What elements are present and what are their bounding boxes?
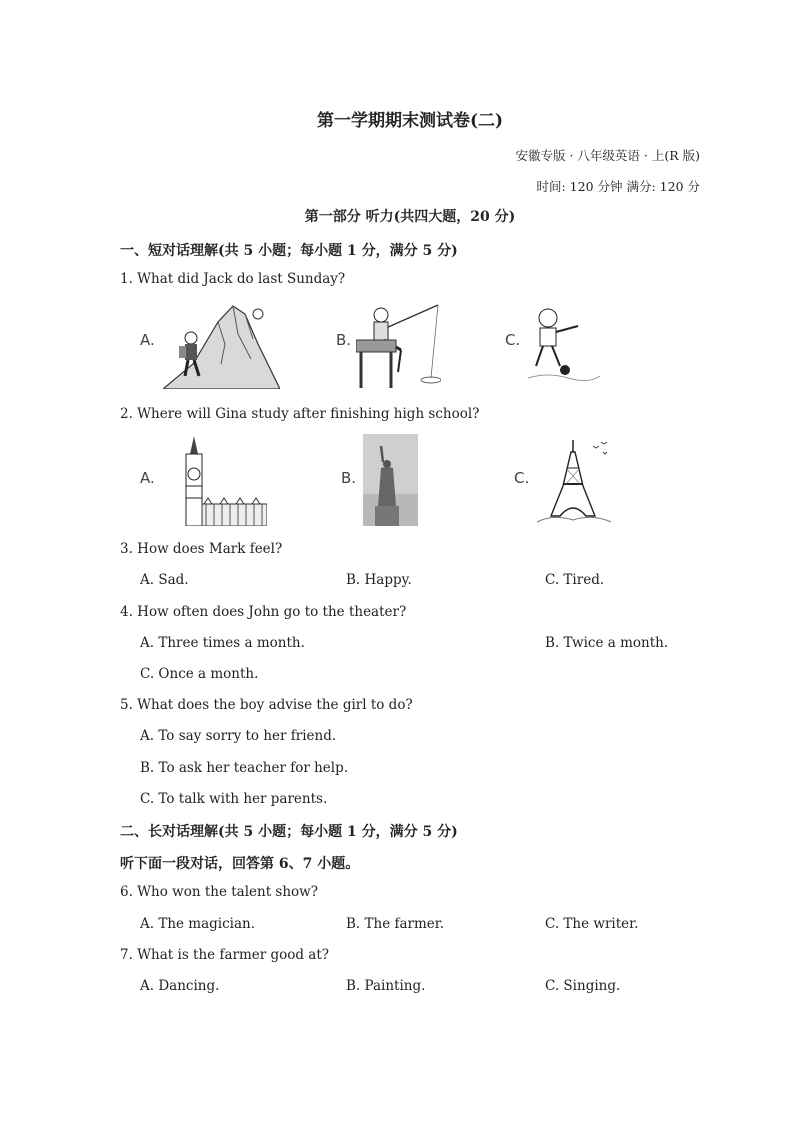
- statue-of-liberty-icon: [363, 434, 418, 526]
- option-a: A. Dancing.: [140, 978, 220, 994]
- option-c: C. Tired.: [545, 572, 605, 588]
- fishing-icon: [356, 300, 441, 388]
- question-2: 2. Where will Gina study after finishing high school?: [120, 406, 480, 422]
- option-label: B.: [336, 331, 352, 349]
- question-1: 1. What did Jack do last Sunday?: [120, 271, 346, 287]
- section-instruction: 听下面一段对话，回答第 6、7 小题。: [120, 856, 360, 872]
- option-c: C. Singing.: [545, 978, 621, 994]
- question-7: 7. What is the farmer good at?: [120, 947, 330, 963]
- option-b: B. The farmer.: [346, 916, 445, 932]
- playing-soccer-icon: [528, 304, 600, 382]
- section-heading: 一、短对话理解(共 5 小题；每小题 1 分，满分 5 分): [120, 243, 458, 259]
- big-ben-icon: [180, 436, 267, 526]
- option-a: A. Three times a month.: [140, 635, 305, 651]
- option-label: B.: [341, 469, 357, 487]
- question-4: 4. How often does John go to the theater?: [120, 604, 407, 620]
- question-6: 6. Who won the talent show?: [120, 884, 318, 900]
- option-a: A. Sad.: [140, 572, 189, 588]
- page-title: 第一学期期末测试卷(二): [316, 111, 504, 131]
- question-3: 3. How does Mark feel?: [120, 541, 283, 557]
- option-c: C. To talk with her parents.: [140, 791, 328, 807]
- option-a: A. To say sorry to her friend.: [140, 728, 337, 744]
- question-5: 5. What does the boy advise the girl to do?: [120, 697, 413, 713]
- option-a: A. The magician.: [140, 916, 256, 932]
- option-label: A.: [140, 331, 155, 349]
- option-b: B. Painting.: [346, 978, 426, 994]
- option-c: C. Once a month.: [140, 666, 259, 682]
- option-b: B. Happy.: [346, 572, 412, 588]
- mountain-climbing-icon: [163, 304, 280, 389]
- option-b: B. To ask her teacher for help.: [140, 760, 349, 776]
- option-label: C.: [514, 469, 530, 487]
- part-heading: 第一部分 听力(共四大题，20 分): [304, 209, 516, 225]
- edition-info: 安徽专版 · 八年级英语 · 上(R 版): [515, 148, 700, 163]
- option-c: C. The writer.: [545, 916, 639, 932]
- section-heading: 二、长对话理解(共 5 小题；每小题 1 分，满分 5 分): [120, 824, 458, 840]
- option-b: B. Twice a month.: [545, 635, 669, 651]
- time-score-info: 时间: 120 分钟 满分: 120 分: [536, 179, 700, 194]
- eiffel-tower-icon: [533, 438, 613, 526]
- option-label: A.: [140, 469, 155, 487]
- option-label: C.: [505, 331, 521, 349]
